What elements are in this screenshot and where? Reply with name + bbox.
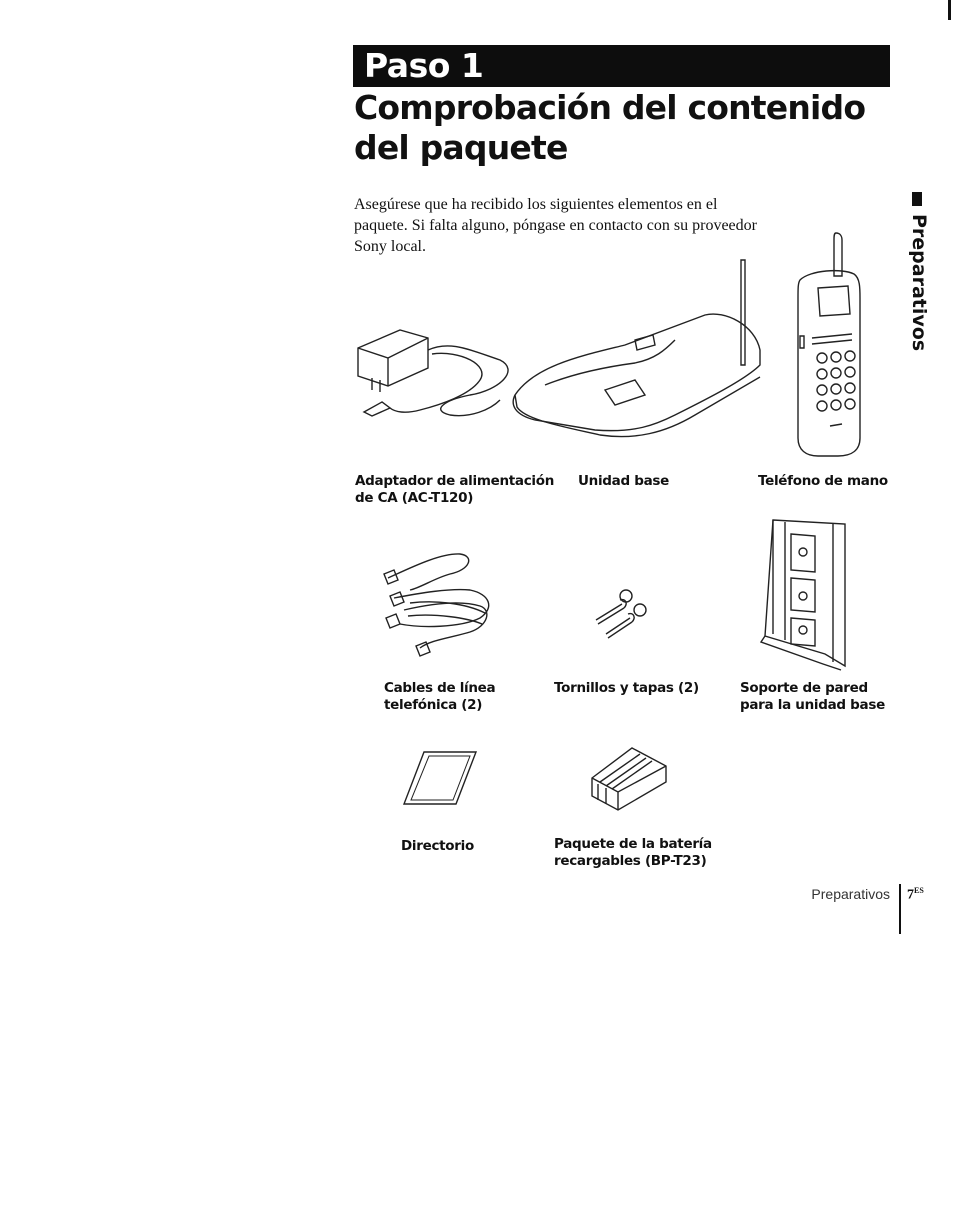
handset-icon [790, 228, 865, 460]
footer-divider [899, 884, 901, 934]
caption-wall-bracket [740, 680, 900, 714]
wall-bracket-icon [755, 514, 855, 672]
caption-base-unit [578, 473, 738, 490]
caption-line: Soporte de pared [740, 680, 868, 696]
caption-ac-adapter [355, 473, 565, 507]
battery-pack-icon [588, 742, 670, 814]
caption-line: Cables de línea [384, 680, 496, 696]
telephone-cords-icon [380, 548, 500, 660]
side-tab [900, 214, 940, 352]
caption-line: Adaptador de alimentación [355, 473, 555, 489]
caption-line: para la unidad base [740, 697, 885, 713]
caption-line: recargables (BP-T23) [554, 853, 707, 869]
caption-battery-pack [554, 836, 734, 870]
ac-adapter-icon [350, 320, 510, 430]
step-banner [353, 45, 890, 87]
caption-line: de CA (AC-T120) [355, 490, 474, 506]
side-tab-label: Preparativos [908, 214, 930, 352]
base-unit-icon [505, 255, 770, 445]
caption-telephone-cords [384, 680, 534, 714]
intro-text: Asegúrese que ha recibido los siguientes elementos en el paquete. Si falta alguno, póngase en contacto con su proveedor Sony local. [354, 196, 757, 255]
screws-icon [592, 588, 652, 640]
directory-icon [402, 748, 478, 808]
caption-directory [401, 838, 521, 855]
caption-line: Directorio [401, 838, 474, 854]
caption-line: Unidad base [578, 473, 670, 489]
caption-line: Teléfono de mano [758, 473, 888, 489]
caption-line: Paquete de la batería [554, 836, 712, 852]
caption-line: telefónica (2) [384, 697, 483, 713]
step-label: Paso 1 [364, 46, 484, 85]
page-title: Comprobación del contenido del paquete [354, 88, 866, 167]
page-edge-mark [948, 0, 951, 20]
caption-handset [758, 473, 898, 490]
page-number-value: 7 [907, 887, 914, 903]
footer-section-label: Preparativos [811, 886, 890, 902]
page-number [907, 886, 924, 904]
caption-screws [554, 680, 724, 697]
caption-line: Tornillos y tapas (2) [554, 680, 699, 696]
section-marker [912, 192, 922, 206]
page-suffix: ES [914, 886, 924, 895]
